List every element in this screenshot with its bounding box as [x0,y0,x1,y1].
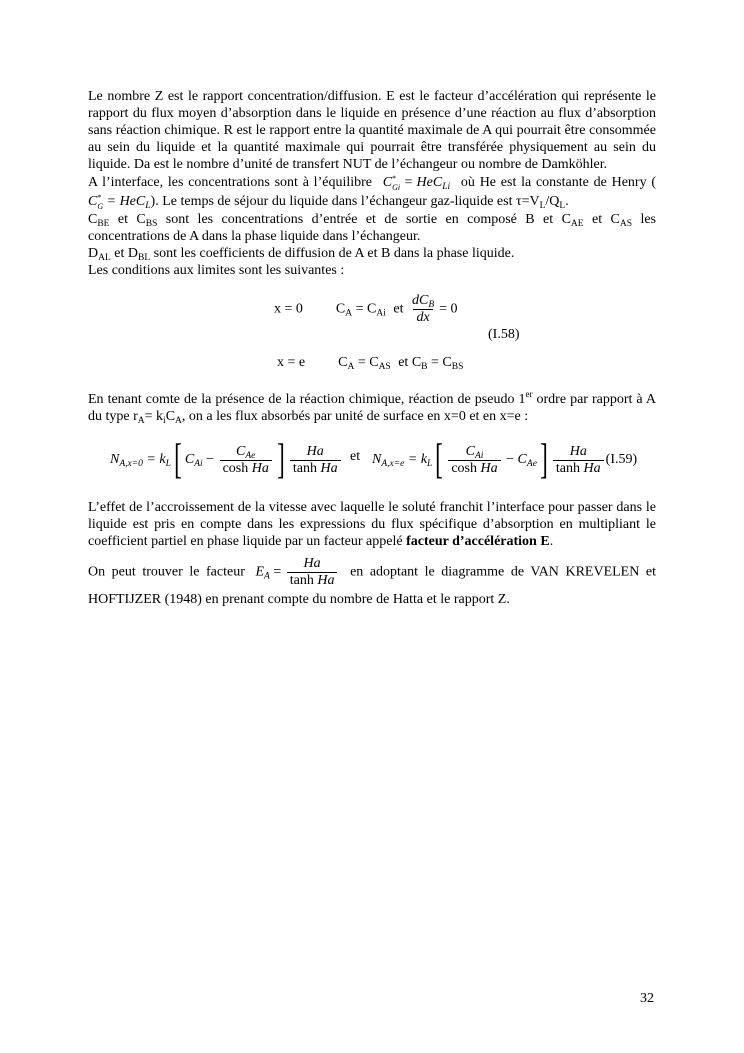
paragraph-factor-ea: On peut trouver le facteur $E_A$ = $\frac{Ha}{\text{tanh Ha}}$ en adoptant le diagramme de VAN KREVELEN et HOFTIJZER (1948) en prenant compte du nombre de Hatta et le rapport Z. [88,556,657,607]
equation-flux-et: et [350,449,361,464]
equation-flux-xe: $N_{A,x=e} = k_L$[ $\frac{C_{Ai}}{\text{cosh Ha}}$ − $C_{Ae}$] $\frac{Ha}{\text{tanh Ha}}$ (I.59) [372,437,638,483]
boundary-condition-x0: x = 0 $C_A = C_{Ai}$ et $\frac{dC_B}{dx}$ = 0 [274,293,458,325]
paragraph-interface-equilibrium: A l’interface, les concentrations sont à l’équilibre C * Gi = HeC$_{Li}$ où He est la constante de Henry (C * G = HeC$_L$). Le temps de séjour du liquide dans l’échangeur gaz-liquide est $\tau=V_L/Q_L$. [88,173,656,211]
equation-number-158: (I.58) [488,327,520,342]
paragraph-z-e-r-da: Le nombre Z est le rapport concentration/diffusion. E est le facteur d’accélération qui représente le rapport du flux moyen d’absorption dans le liquide en présence d’une réaction au flux d’absorption sans réaction chimique. R est le rapport entre la quantité maximale de A qui pourrait être consommée au sein du liquide et la quantité maximale qui pourrait être transférée physiquement au sein du liquide. Da est le nombre d’unité de transfert NUT de l’échangeur ou nombre de Damköhler. [88,89,656,172]
equation-equilibrium: C * Gi = HeC$_{Li}$ [382,173,451,192]
equation-ea: $E_A$ = $\frac{Ha}{\text{tanh Ha}}$ [255,556,339,589]
equation-henry: C * G = HeC$_L$ [88,192,151,211]
equation-flux [88,439,656,497]
page-number: 32 [640,991,654,1006]
paragraph-boundary-intro: Les conditions aux limites sont les suivantes : [88,263,345,278]
paragraph-acceleration-effect: L’effet de l’accroissement de la vitesse avec laquelle le soluté franchit l’interface pour passer dans le liquide est pris en compte dans les expressions du flux spécifique d’absorption en multipliant le coefficient partiel en phase liquide par un facteur appelé facteur d’accélération E. [88,500,656,549]
equation-boundary-conditions [88,293,656,379]
page-body [88,88,656,611]
equation-flux-x0: $N_{A,x=0} = k_L$[ $C_{Ai}$ − $\frac{C_{Ae}}{\text{cosh Ha}}$ ] $\frac{Ha}{\text{tanh Ha}}$ [110,439,343,481]
paragraph-diffusion: $D_{AL}$ et $D_{BL}$ sont les coefficients de diffusion de A et B dans la phase liquide. [88,246,515,263]
paragraph-concentrations: $C_{BE}$ et $C_{BS}$ sont les concentrations d’entrée et de sortie en composé B et $C_{AE}$ et $C_{AS}$ les concentrations de A dans la phase liquide dans l’échangeur. [88,212,656,244]
paragraph-reaction: En tenant comte de la présence de la réaction chimique, réaction de pseudo 1er ordre par rapport à A du type $r_A= k_iC_A$, on a les flux absorbés par unité de surface en x=0 et en x=e : [88,389,656,426]
boundary-condition-xe: x = e $C_A = C_{AS}$ et $C_B = C_{BS}$ [277,355,464,372]
